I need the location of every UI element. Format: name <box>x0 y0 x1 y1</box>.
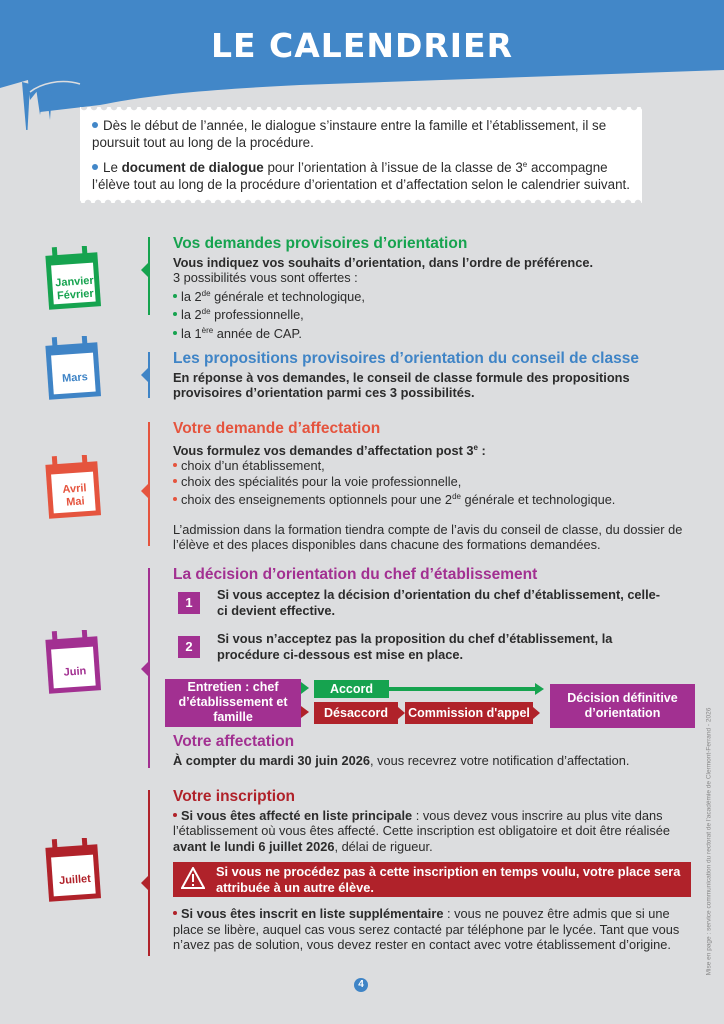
flow-box-decision-finale: Décision définitive d’orientation <box>550 684 695 728</box>
section-text: 3 possibilités vous sont offertes : <box>173 270 358 285</box>
lead-sup: e <box>473 442 478 452</box>
item-text: choix des spécialités pour la voie professionnelle, <box>181 473 462 489</box>
lead-text: Vous formulez vos demandes d’affectation post 3 <box>173 442 474 458</box>
calendar-icon-purple <box>44 630 102 694</box>
arrow-right-icon <box>533 707 540 719</box>
list-item <box>173 474 693 490</box>
section-content <box>173 351 693 401</box>
section-title: La décision d’orientation du chef d’établissement <box>173 566 538 583</box>
section-title: Les propositions provisoires d’orientation du conseil de classe <box>173 350 639 367</box>
affectation-text <box>173 753 693 769</box>
section-content <box>173 567 693 586</box>
section-title: Votre inscription <box>173 788 296 805</box>
section-text: L’admission dans la formation tiendra compte de l’avis du conseil de classe, du dossier de l’élève et des places disponibles dans chacune des formations demandées. <box>173 521 683 552</box>
bullet-icon <box>173 312 177 316</box>
bullet-icon <box>173 497 177 501</box>
section-lead: En réponse à vos demandes, le conseil de classe formule des propositions provisoires d’orientation parmi ces 3 possibilités. <box>173 369 630 400</box>
section-title: Vos demandes provisoires d’orientation <box>173 235 468 252</box>
timeline-notch <box>141 662 148 676</box>
bullet-icon <box>173 331 177 335</box>
intro-text-1: Dès le début de l’année, le dialogue s’instaure entre la famille et l’établissement, il se poursuit tout au long de la procédure. <box>92 118 607 150</box>
flow-box-commission: Commission d'appel <box>405 702 533 724</box>
accord-line <box>389 687 535 691</box>
list-item <box>173 323 693 342</box>
arrow-desaccord-icon <box>301 706 309 718</box>
item-text: choix des enseignements optionnels pour une 2 <box>181 492 453 507</box>
bullet-icon <box>173 294 177 298</box>
p2-bold: Si vous êtes inscrit en liste supplémentaire <box>181 906 444 921</box>
bullet-icon <box>173 479 177 483</box>
page-title: LE CALENDRIER <box>210 26 514 65</box>
section-lead <box>173 440 693 459</box>
intro-text-2b: pour l’orientation à l’issue de la classe de 3 <box>263 160 523 175</box>
calendar-icon-red <box>44 838 102 902</box>
timeline-line <box>148 237 150 315</box>
list-item <box>173 458 693 474</box>
intro-bold-document: document de dialogue <box>121 160 264 175</box>
flow-box-entretien: Entretien : chef d’établissement et famille <box>165 679 301 727</box>
page-number: 4 <box>354 978 368 992</box>
timeline-line <box>148 422 150 546</box>
item-sup: de <box>201 307 211 316</box>
bullet-icon <box>92 164 98 170</box>
list-item <box>173 489 693 508</box>
month-janvier: Janvier <box>54 274 95 290</box>
item-text: la 1 <box>181 325 202 341</box>
intro-paragraph-2 <box>92 156 630 193</box>
credit-note: Mise en page : service communication du rectorat de l’académie de Clermont-Ferrand - 2026 <box>705 707 713 976</box>
timeline-line <box>148 352 150 398</box>
arrow-accord-icon <box>301 682 309 694</box>
step-text-2: Si vous n’acceptez pas la proposition du chef d’établissement, la procédure ci-dessous est mise en place. <box>217 631 613 662</box>
section-subtitle: Votre affectation <box>173 733 295 750</box>
timeline-notch <box>141 368 148 382</box>
header-banner <box>0 0 724 110</box>
month-avril: Avril <box>62 482 87 496</box>
bullet-icon <box>173 911 177 915</box>
item-text-post: professionnelle, <box>210 307 304 322</box>
month-mai: Mai <box>65 495 85 509</box>
item-text: la 2 <box>181 307 202 322</box>
timeline-line <box>148 790 150 956</box>
affectation-text-post: , vous recevrez votre notification d’affectation. <box>370 752 630 768</box>
arrow-right-icon <box>535 683 544 695</box>
intro-sup: e <box>522 160 528 169</box>
calendar-label <box>49 481 101 510</box>
timeline-line <box>148 568 150 768</box>
affectation-date: À compter du mardi 30 juin 2026 <box>173 752 370 768</box>
month-mars: Mars <box>61 371 89 385</box>
intro-text-2a: Le <box>103 160 122 175</box>
calendar-label <box>49 274 101 303</box>
item-text: choix d’un établissement, <box>181 458 325 473</box>
bullet-icon <box>173 463 177 467</box>
item-text-post: générale et technologique. <box>460 492 616 507</box>
month-juillet: Juillet <box>58 872 92 888</box>
item-text: la 2 <box>181 288 202 304</box>
warning-text: Si vous ne procédez pas à cette inscription en temps voulu, votre place sera attribuée à un autre élève. <box>216 864 681 895</box>
item-sup: de <box>452 492 461 501</box>
timeline-notch <box>141 263 148 277</box>
item-sup: ère <box>201 325 214 335</box>
p2-text: : vous ne pouvez être admis que si une place se libère, auquel cas vous serez contacté par téléphone par le lycée. Tant que vous n’avez pas de solution, vous devez rester en contact avec votre établissement d’origine. <box>173 906 680 952</box>
section-title: Votre demande d’affectation <box>173 420 381 437</box>
warning-box <box>173 862 691 897</box>
intro-text-2c: accompagne l’élève tout au long de la procédure d’orientation et d’affectation selon le calendrier suivant. <box>92 160 630 192</box>
inscription-paragraph-1 <box>173 808 693 855</box>
bullet-icon <box>173 813 177 817</box>
step-text-1: Si vous acceptez la décision d’orientation du chef d’établissement, celle-ci devient effective. <box>217 587 661 618</box>
calendar-icon-blue <box>44 336 102 400</box>
month-juin: Juin <box>63 665 87 679</box>
flow-box-accord: Accord <box>314 680 389 698</box>
section-lead: Vous indiquez vos souhaits d’orientation, dans l’ordre de préférence. <box>173 254 594 270</box>
p1-bold: Si vous êtes affecté en liste principale <box>181 807 413 823</box>
intro-box <box>80 107 642 203</box>
inscription-paragraph-2 <box>173 906 693 953</box>
p1-text-post: , délai de rigueur. <box>334 838 433 854</box>
list-item <box>173 286 693 305</box>
p1-deadline: avant le lundi 6 juillet 2026 <box>173 838 335 854</box>
item-sup: de <box>201 288 211 298</box>
item-text-post: générale et technologique, <box>210 288 365 304</box>
p1-text: : vous devez vous inscrire au plus vite dans l’établissement où vous êtes affecté. Cette inscription est obligatoire et doit être réalisée <box>173 807 670 838</box>
warning-icon <box>181 867 205 889</box>
lead-text-post: : <box>478 442 486 458</box>
section-content <box>173 421 693 553</box>
list-item <box>173 304 693 323</box>
timeline-notch <box>141 484 148 498</box>
section-content <box>173 789 693 854</box>
step-number-2: 2 <box>178 636 200 658</box>
affectation-content <box>173 734 693 768</box>
month-fevrier: Février <box>56 287 95 303</box>
step-number-1: 1 <box>178 592 200 614</box>
timeline-notch <box>141 876 148 890</box>
flow-box-desaccord: Désaccord <box>314 702 398 724</box>
bullet-icon <box>92 122 98 128</box>
intro-paragraph-1 <box>92 117 630 151</box>
item-text-post: année de CAP. <box>213 325 302 341</box>
arrow-right-icon <box>398 707 405 719</box>
section-content <box>173 236 693 341</box>
